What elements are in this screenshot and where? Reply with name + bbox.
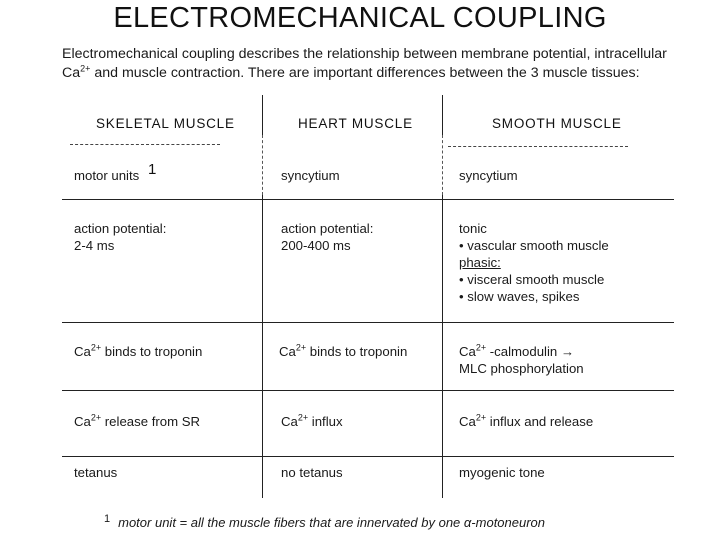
header-smooth-muscle: SMOOTH MUSCLE bbox=[492, 116, 622, 131]
cell-smooth-myogenic-tone: myogenic tone bbox=[459, 465, 545, 480]
row-divider-3 bbox=[62, 390, 674, 391]
page-title: ELECTROMECHANICAL COUPLING bbox=[113, 2, 607, 34]
cell-heart-action-potential: action potential: 200-400 ms bbox=[281, 221, 374, 253]
cell-heart-syncytium: syncytium bbox=[281, 168, 340, 183]
row-divider-2 bbox=[62, 322, 674, 323]
footnote-marker: 1 bbox=[148, 161, 157, 178]
intro-line-1: Electromechanical coupling describes the relationship between membrane potential, intracellular bbox=[62, 46, 667, 62]
column-divider-2-dashed bbox=[442, 135, 443, 195]
header-underline-dashed bbox=[70, 144, 220, 145]
cell-skeletal-tetanus: tetanus bbox=[74, 465, 118, 480]
column-divider-2-top bbox=[442, 95, 443, 135]
cell-skeletal-action-potential: action potential: 2-4 ms bbox=[74, 221, 167, 253]
cell-smooth-calmodulin: $Ca^{2+}$ -calmodulin → MLC phosphorylation bbox=[459, 342, 584, 376]
header-heart-muscle: HEART MUSCLE bbox=[298, 116, 413, 131]
column-divider-1-dashed bbox=[262, 135, 263, 195]
cell-heart-ca-troponin: $Ca^{2+}$ binds to troponin bbox=[279, 342, 408, 359]
column-divider-1 bbox=[262, 195, 263, 498]
cell-skeletal-ca-release: $Ca^{2+}$ release from SR bbox=[74, 412, 201, 429]
cell-smooth-ca-influx-release: $Ca^{2+}$ influx and release bbox=[459, 412, 594, 429]
row-divider-1 bbox=[62, 199, 674, 200]
cell-smooth-tonic-phasic: tonic • vascular smooth muscle phasic: • visceral smooth muscle • slow waves, spikes bbox=[459, 221, 609, 304]
intro-paragraph bbox=[62, 45, 702, 83]
column-divider-2 bbox=[442, 195, 443, 498]
cell-smooth-syncytium: syncytium bbox=[459, 168, 518, 183]
header-skeletal-muscle: SKELETAL MUSCLE bbox=[96, 116, 235, 131]
intro-line-2: $Ca^{2+}$ and muscle contraction. There are important differences between the 3 muscle tissues: bbox=[62, 63, 640, 81]
header-underline-dashed-right bbox=[448, 146, 628, 147]
footnote: $^1$ motor unit = all the muscle fibers that are innervated by one α-motoneuron bbox=[104, 513, 546, 530]
cell-heart-no-tetanus: no tetanus bbox=[281, 465, 343, 480]
row-divider-4 bbox=[62, 456, 674, 457]
cell-skeletal-ca-troponin: $Ca^{2+}$ binds to troponin bbox=[74, 342, 203, 359]
cell-heart-ca-influx: $Ca^{2+}$ influx bbox=[281, 412, 343, 429]
cell-skeletal-motor-units: motor units bbox=[74, 168, 140, 183]
column-divider-1-top bbox=[262, 95, 263, 135]
